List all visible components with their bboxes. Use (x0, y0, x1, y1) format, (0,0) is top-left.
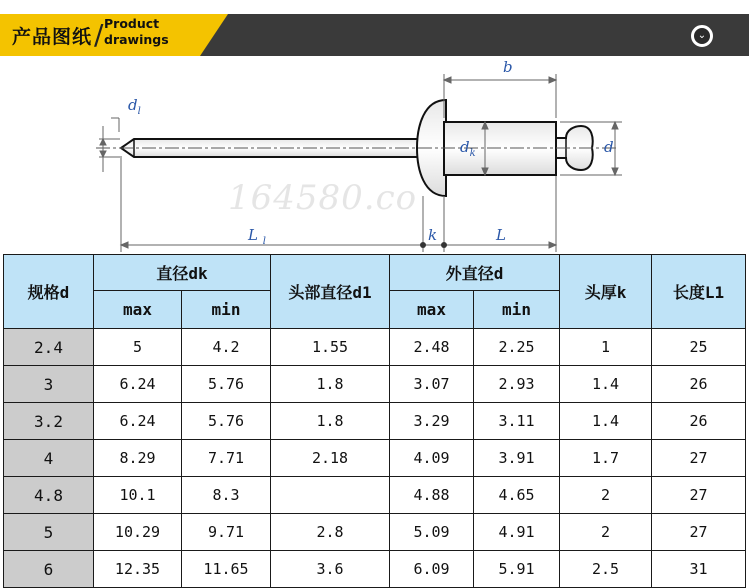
table-cell: 4.2 (182, 329, 271, 366)
table-cell: 8.3 (182, 477, 271, 514)
header-L1: 长度L1 (652, 255, 746, 329)
spec-cell: 3 (4, 366, 94, 403)
title-chinese: 产品图纸 (12, 26, 93, 48)
table-row (4, 477, 746, 514)
table-cell: 5.76 (182, 403, 271, 440)
spec-cell: 5 (4, 514, 94, 551)
table-cell: 2 (560, 477, 652, 514)
title-slash: / (94, 18, 104, 51)
table-cell: 1.8 (271, 366, 390, 403)
dk-label: $d_k$ (460, 138, 476, 159)
spec-cell: 4.8 (4, 477, 94, 514)
table-cell: 5 (94, 329, 182, 366)
table-cell (271, 477, 390, 514)
table-row (4, 366, 746, 403)
table-cell: 2 (560, 514, 652, 551)
rivet-drawing-svg (0, 56, 749, 254)
k-dimension-dot-right (441, 242, 447, 248)
L1-label: L $_l$ (248, 226, 266, 247)
table-cell: 1.8 (271, 403, 390, 440)
d1-label: $d_l$ (128, 96, 141, 117)
chevron-down-icon: ⌄ (694, 28, 710, 44)
L-label: L (496, 226, 506, 244)
table-cell: 6.09 (390, 551, 474, 588)
table-header-row-1 (4, 255, 746, 291)
table-body (4, 329, 746, 588)
spec-table (3, 254, 746, 588)
table-cell: 1.55 (271, 329, 390, 366)
table-cell: 11.65 (182, 551, 271, 588)
k-dimension-dot-left (420, 242, 426, 248)
d-label: d (604, 138, 614, 156)
table-cell: 3.29 (390, 403, 474, 440)
table-cell: 4.91 (474, 514, 560, 551)
k-label: k (428, 226, 438, 244)
table-row (4, 403, 746, 440)
table-cell: 3.6 (271, 551, 390, 588)
watermark: 164580.co (228, 178, 418, 218)
table-cell: 2.18 (271, 440, 390, 477)
table-cell: 27 (652, 514, 746, 551)
table-cell: 7.71 (182, 440, 271, 477)
table-cell: 5.76 (182, 366, 271, 403)
header-banner (0, 14, 749, 56)
table-cell: 27 (652, 440, 746, 477)
table-cell: 2.48 (390, 329, 474, 366)
table-cell: 2.93 (474, 366, 560, 403)
header-d1: 头部直径d1 (271, 255, 390, 329)
table-cell: 3.07 (390, 366, 474, 403)
title-english-line2: drawings (104, 32, 169, 47)
table-cell: 3.11 (474, 403, 560, 440)
spec-cell: 4 (4, 440, 94, 477)
table-cell: 1.7 (560, 440, 652, 477)
title-english (104, 16, 169, 48)
table-cell: 4.88 (390, 477, 474, 514)
header-k: 头厚k (560, 255, 652, 329)
table-cell: 10.29 (94, 514, 182, 551)
table-cell: 2.8 (271, 514, 390, 551)
header-d-min: min (474, 291, 560, 329)
table-cell: 4.65 (474, 477, 560, 514)
header-dk-min: min (182, 291, 271, 329)
table-row (4, 329, 746, 366)
table-cell: 25 (652, 329, 746, 366)
table-cell: 2.5 (560, 551, 652, 588)
spec-cell: 3.2 (4, 403, 94, 440)
table-cell: 6.24 (94, 403, 182, 440)
table-cell: 31 (652, 551, 746, 588)
table-cell: 12.35 (94, 551, 182, 588)
table-cell: 2.25 (474, 329, 560, 366)
table-cell: 9.71 (182, 514, 271, 551)
spec-cell: 6 (4, 551, 94, 588)
header-dk: 直径dk (94, 255, 271, 291)
table-row (4, 440, 746, 477)
table-cell: 10.1 (94, 477, 182, 514)
table-row (4, 514, 746, 551)
expand-button[interactable] (691, 25, 713, 47)
table-cell: 5.09 (390, 514, 474, 551)
table-cell: 1.4 (560, 366, 652, 403)
table-cell: 1.4 (560, 403, 652, 440)
header-d-max: max (390, 291, 474, 329)
table-cell: 3.91 (474, 440, 560, 477)
header-dk-max: max (94, 291, 182, 329)
rivet-drawing (0, 56, 749, 254)
spec-cell: 2.4 (4, 329, 94, 366)
table-cell: 5.91 (474, 551, 560, 588)
table-cell: 26 (652, 403, 746, 440)
table-cell: 6.24 (94, 366, 182, 403)
table-cell: 26 (652, 366, 746, 403)
table-cell: 4.09 (390, 440, 474, 477)
d1-dimension (99, 118, 120, 172)
table-cell: 8.29 (94, 440, 182, 477)
title-english-line1: Product (104, 16, 160, 31)
header-d: 外直径d (390, 255, 560, 291)
table-cell: 1 (560, 329, 652, 366)
table-cell: 27 (652, 477, 746, 514)
header-spec: 规格d (4, 255, 94, 329)
b-dimension (444, 74, 556, 118)
b-label: b (503, 58, 513, 76)
